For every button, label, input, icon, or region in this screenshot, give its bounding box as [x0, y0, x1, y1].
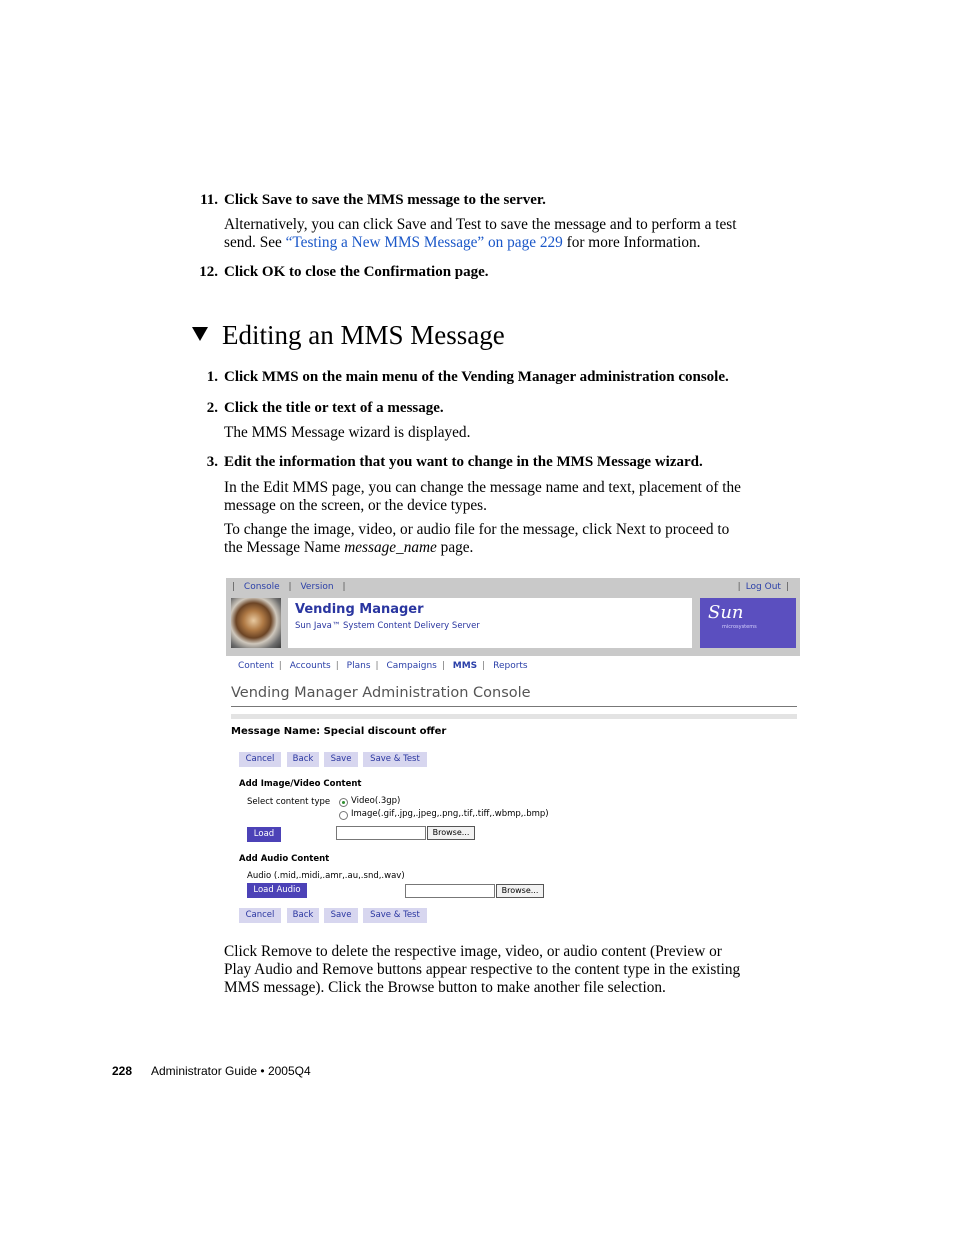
paragraph-line: [224, 234, 794, 252]
book-title: Administrator Guide: [151, 1064, 258, 1078]
step-number: 3.: [206, 454, 218, 470]
divider: [231, 706, 797, 707]
step-2-paragraph: The MMS Message wizard is displayed.: [224, 424, 471, 441]
paragraph-line: MMS message). Click the Browse button to make another file selection.: [224, 979, 666, 996]
nav-mms[interactable]: MMS: [452, 661, 478, 671]
footer-title: [151, 1064, 311, 1078]
nav-campaigns[interactable]: Campaigns: [386, 661, 437, 671]
step-text: Click Save to save the MMS message to the server.: [224, 192, 546, 208]
select-type-label: Select content type: [247, 797, 331, 807]
load-audio-button[interactable]: Load Audio: [247, 883, 307, 898]
step-number: 1.: [206, 369, 218, 385]
nav-reports[interactable]: Reports: [493, 661, 528, 671]
cross-reference-link[interactable]: “Testing a New MMS Message” on page 229: [285, 234, 563, 251]
paragraph-line: Alternatively, you can click Save and Test to save the message and to perform a test: [224, 216, 737, 233]
message-name: Message Name: Special discount offer: [231, 726, 447, 737]
paragraph-line: To change the image, video, or audio file for the message, click Next to proceed to: [224, 521, 730, 538]
save-button[interactable]: Save: [324, 752, 358, 767]
console-title: Vending Manager Administration Console: [231, 685, 531, 701]
section-title: Editing an MMS Message: [222, 320, 505, 350]
step-text: Click OK to close the Confirmation page.: [224, 264, 489, 280]
nav-content[interactable]: Content: [238, 661, 274, 671]
app-title-box: [288, 598, 692, 648]
step-11-paragraph: [224, 216, 794, 252]
console-screenshot: [226, 578, 800, 930]
audio-section-label: Add Audio Content: [239, 854, 330, 864]
text-run: the Message Name: [224, 539, 345, 556]
version-link[interactable]: Version: [300, 582, 334, 592]
step-text: Click MMS on the main menu of the Vending Manager administration console.: [224, 369, 729, 385]
audio-file-input[interactable]: [405, 884, 495, 898]
nav-plans[interactable]: Plans: [346, 661, 371, 671]
save-and-test-button-bottom[interactable]: Save & Test: [363, 908, 427, 923]
step-number: 11.: [200, 192, 218, 208]
step-3-paragraph-1: [224, 479, 794, 515]
cancel-button[interactable]: Cancel: [239, 752, 281, 767]
bullet: •: [260, 1064, 265, 1078]
step-text: Click the title or text of a message.: [224, 400, 444, 416]
step-number: 12.: [199, 264, 218, 280]
video-option-label: Video(.3gp): [351, 796, 401, 806]
sun-logo-subtext: microsystems: [722, 624, 757, 630]
browse-button[interactable]: Browse...: [427, 826, 475, 840]
text-run: send. See: [224, 234, 286, 251]
paragraph-line: message on the screen, or the device types.: [224, 497, 487, 514]
book-version: 2005Q4: [267, 1064, 311, 1078]
italic-variable: message_name: [344, 539, 437, 556]
paragraph-line: Click Remove to delete the respective image, video, or audio content (Preview or: [224, 943, 722, 960]
closing-paragraph: [224, 943, 794, 997]
sun-logo-text: Sun: [708, 602, 744, 623]
image-file-input[interactable]: [336, 826, 426, 840]
paragraph-line: In the Edit MMS page, you can change the message name and text, placement of the: [224, 479, 741, 496]
browse-audio-button[interactable]: Browse...: [496, 884, 544, 898]
divider: [231, 714, 797, 719]
console-link[interactable]: Console: [243, 582, 280, 592]
logout-area: | Log Out |: [737, 582, 789, 592]
image-radio[interactable]: [339, 811, 348, 820]
step-3-paragraph-2: [224, 521, 794, 557]
paragraph-line: Play Audio and Remove buttons appear respective to the content type in the existing: [224, 961, 741, 978]
save-button-bottom[interactable]: Save: [324, 908, 358, 923]
image-option-label: Image(.gif,.jpg,.jpeg,.png,.tif,.tiff,.wbmp,.bmp): [351, 809, 549, 819]
cancel-button-bottom[interactable]: Cancel: [239, 908, 281, 923]
audio-type-label: Audio (.mid,.midi,.amr,.au,.snd,.wav): [247, 871, 405, 881]
app-subtitle: Sun Java™ System Content Delivery Server: [295, 621, 480, 631]
save-and-test-button[interactable]: Save & Test: [363, 752, 427, 767]
video-radio[interactable]: [339, 798, 348, 807]
text-run: page.: [436, 539, 474, 556]
nav-accounts[interactable]: Accounts: [289, 661, 331, 671]
image-section-label: Add Image/Video Content: [239, 779, 362, 789]
step-text: Edit the information that you want to change in the MMS Message wizard.: [224, 454, 703, 470]
step-number: 2.: [206, 400, 218, 416]
section-heading: [192, 320, 505, 351]
sun-logo: [700, 598, 796, 648]
back-button-bottom[interactable]: Back: [287, 908, 319, 923]
load-button[interactable]: Load: [247, 827, 281, 842]
masthead: [226, 578, 800, 656]
logout-link[interactable]: Log Out: [745, 582, 781, 592]
main-nav: Content | Accounts | Plans | Campaigns | MMS | Reports: [238, 661, 528, 671]
page-number: 228: [112, 1064, 133, 1078]
paragraph-line: [224, 539, 794, 557]
text-run: for more Information.: [562, 234, 701, 251]
app-title: Vending Manager: [295, 602, 424, 617]
top-links: | Console | Version |: [232, 582, 346, 592]
back-button[interactable]: Back: [287, 752, 319, 767]
app-thumbnail-image: [231, 598, 281, 648]
triangle-down-icon: [192, 327, 208, 341]
